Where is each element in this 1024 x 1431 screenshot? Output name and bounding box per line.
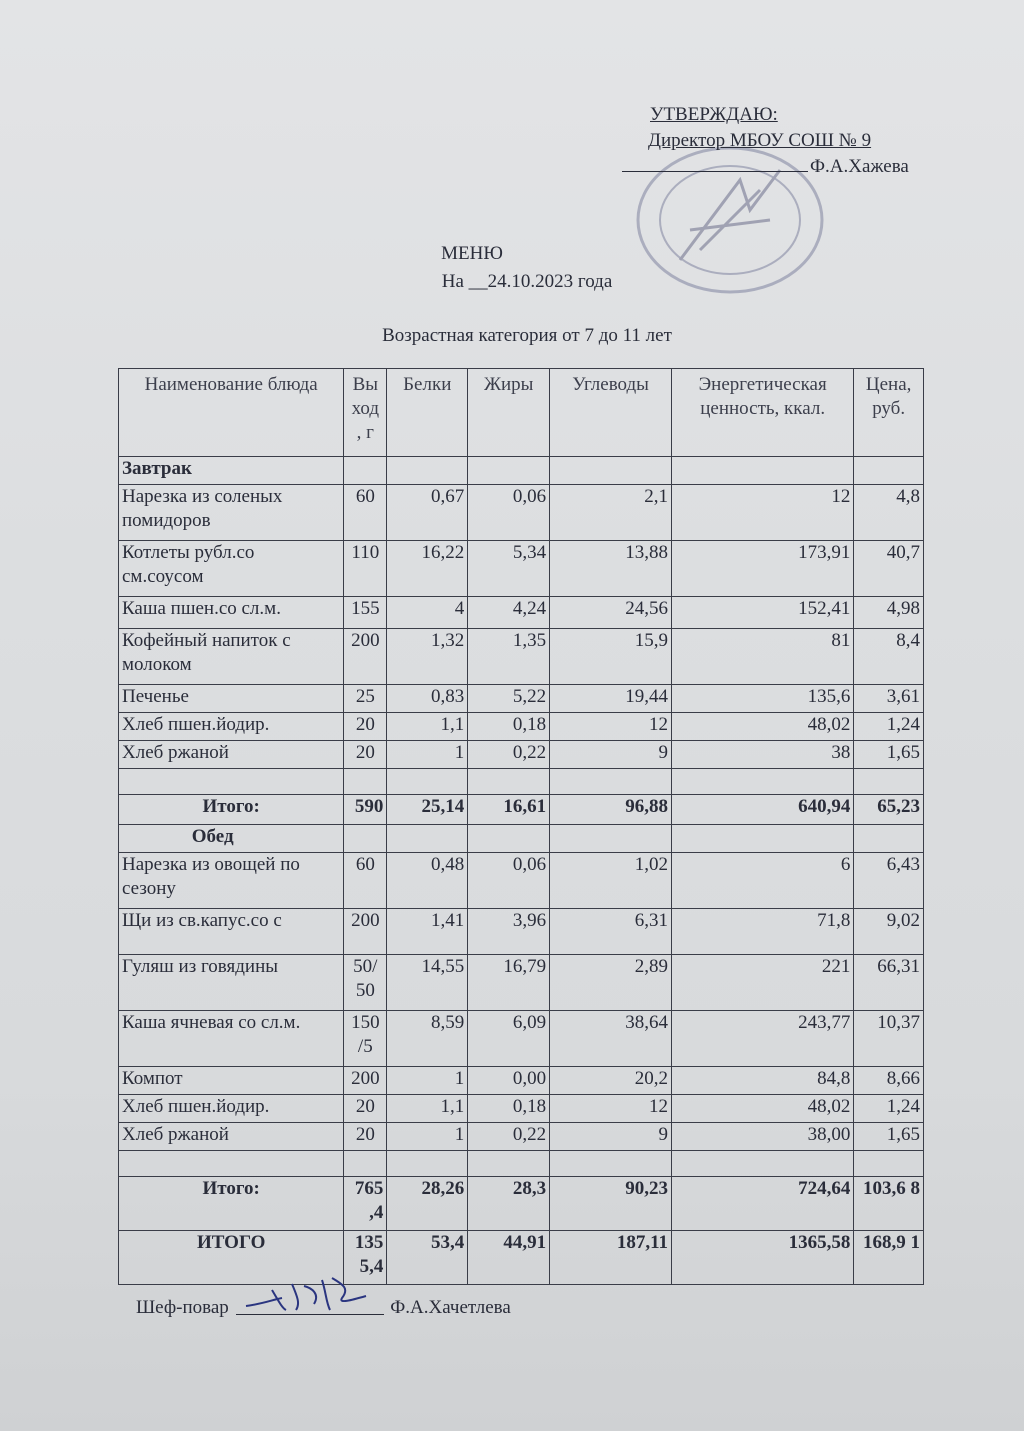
col-header: Белки — [387, 369, 468, 457]
value-cell: 1,65 — [854, 741, 924, 769]
dish-name-cell: Нарезка из овощей по сезону — [119, 853, 344, 909]
value-cell: 724,64 — [672, 1177, 854, 1231]
value-cell: 40,7 — [854, 541, 924, 597]
value-cell: 0,06 — [468, 853, 550, 909]
section-label-breakfast: Завтрак — [119, 457, 344, 485]
table-row — [119, 597, 924, 629]
value-cell: 38,64 — [550, 1011, 672, 1067]
table-row — [119, 713, 924, 741]
value-cell: 1365,58 — [672, 1231, 854, 1285]
value-cell: 1 — [387, 1067, 468, 1095]
value-cell: 0,18 — [468, 713, 550, 741]
table-row — [119, 741, 924, 769]
dish-name-cell: Кофейный напиток с молоком — [119, 629, 344, 685]
value-cell: 1,24 — [854, 1095, 924, 1123]
col-header: Углеводы — [550, 369, 672, 457]
value-cell: 10,37 — [854, 1011, 924, 1067]
value-cell: 25 — [344, 685, 387, 713]
dish-name-cell: Каша пшен.со сл.м. — [119, 597, 344, 629]
dish-name-cell: Хлеб ржаной — [119, 741, 344, 769]
header-row — [119, 369, 924, 457]
value-cell: 1,65 — [854, 1123, 924, 1151]
value-cell: 16,79 — [468, 955, 550, 1011]
col-header: Цена, руб. — [854, 369, 924, 457]
value-cell: 4,8 — [854, 485, 924, 541]
value-cell: 1 — [387, 1123, 468, 1151]
value-cell: 0,83 — [387, 685, 468, 713]
value-cell: 155 — [344, 597, 387, 629]
menu-heading — [0, 240, 1024, 350]
value-cell: 1 — [387, 741, 468, 769]
grand-total-row — [119, 1231, 924, 1285]
table-row — [119, 541, 924, 597]
col-header: Наименование блюда — [119, 369, 344, 457]
table-row — [119, 1011, 924, 1067]
value-cell: 71,8 — [672, 909, 854, 955]
value-cell: 221 — [672, 955, 854, 1011]
value-cell: 38,00 — [672, 1123, 854, 1151]
value-cell: 28,26 — [387, 1177, 468, 1231]
value-cell: 16,61 — [468, 795, 550, 825]
value-cell: 96,88 — [550, 795, 672, 825]
value-cell: 0,22 — [468, 1123, 550, 1151]
value-cell: 28,3 — [468, 1177, 550, 1231]
col-header: Энергетическая ценность, ккал. — [672, 369, 854, 457]
value-cell: 12 — [550, 1095, 672, 1123]
section-row — [119, 825, 924, 853]
value-cell: 6 — [672, 853, 854, 909]
value-cell: 5,22 — [468, 685, 550, 713]
value-cell: 12 — [550, 713, 672, 741]
chef-signature — [136, 1296, 511, 1319]
value-cell: 9,02 — [854, 909, 924, 955]
value-cell: 0,06 — [468, 485, 550, 541]
chef-label: Шеф-повар — [136, 1297, 229, 1318]
value-cell: 152,41 — [672, 597, 854, 629]
value-cell: 20 — [344, 741, 387, 769]
value-cell: 13,88 — [550, 541, 672, 597]
value-cell: 187,11 — [550, 1231, 672, 1285]
table-row — [119, 1095, 924, 1123]
director-name: Ф.А.Хажева — [810, 156, 909, 177]
dish-name-cell: Гуляш из говядины — [119, 955, 344, 1011]
value-cell: 1,24 — [854, 713, 924, 741]
dish-name-cell: ИТОГО — [119, 1231, 344, 1285]
table-row — [119, 1067, 924, 1095]
value-cell: 20,2 — [550, 1067, 672, 1095]
value-cell: 0,22 — [468, 741, 550, 769]
approval-title: УТВЕРЖДАЮ: — [650, 104, 778, 125]
value-cell: 20 — [344, 1123, 387, 1151]
dish-name-cell: Котлеты рубл.со см.соусом — [119, 541, 344, 597]
handwritten-signature-icon — [242, 1270, 382, 1318]
dish-name-cell: Печенье — [119, 685, 344, 713]
col-header: Вы ход , г — [344, 369, 387, 457]
value-cell: 110 — [344, 541, 387, 597]
value-cell: 135,6 — [672, 685, 854, 713]
value-cell: 0,18 — [468, 1095, 550, 1123]
table-row — [119, 955, 924, 1011]
value-cell: 200 — [344, 629, 387, 685]
dish-name-cell: Нарезка из соленых помидоров — [119, 485, 344, 541]
table-row — [119, 629, 924, 685]
value-cell: 60 — [344, 853, 387, 909]
signature-line — [236, 1296, 384, 1315]
value-cell: 2,89 — [550, 955, 672, 1011]
value-cell: 53,4 — [387, 1231, 468, 1285]
value-cell: 50/ 50 — [344, 955, 387, 1011]
value-cell: 38 — [672, 741, 854, 769]
value-cell: 60 — [344, 485, 387, 541]
table-row — [119, 685, 924, 713]
value-cell: 48,02 — [672, 1095, 854, 1123]
value-cell: 5,34 — [468, 541, 550, 597]
table-row — [119, 1123, 924, 1151]
value-cell: 14,55 — [387, 955, 468, 1011]
dish-name-cell: Компот — [119, 1067, 344, 1095]
value-cell: 200 — [344, 909, 387, 955]
value-cell: 765 ,4 — [344, 1177, 387, 1231]
total-row — [119, 1177, 924, 1231]
menu-table — [118, 368, 924, 1285]
age-category: Возрастная категория от 7 до 11 лет — [382, 325, 672, 346]
value-cell: 90,23 — [550, 1177, 672, 1231]
value-cell: 65,23 — [854, 795, 924, 825]
value-cell: 640,94 — [672, 795, 854, 825]
value-cell: 6,43 — [854, 853, 924, 909]
value-cell: 1,1 — [387, 713, 468, 741]
value-cell: 150 /5 — [344, 1011, 387, 1067]
value-cell: 6,09 — [468, 1011, 550, 1067]
value-cell: 0,48 — [387, 853, 468, 909]
value-cell: 8,4 — [854, 629, 924, 685]
value-cell: 16,22 — [387, 541, 468, 597]
value-cell: 168,9 1 — [854, 1231, 924, 1285]
value-cell: 8,66 — [854, 1067, 924, 1095]
menu-date: На __24.10.2023 года — [441, 271, 613, 292]
dish-name-cell: Хлеб пшен.йодир. — [119, 713, 344, 741]
value-cell: 4 — [387, 597, 468, 629]
value-cell: 0,67 — [387, 485, 468, 541]
value-cell: 2,1 — [550, 485, 672, 541]
chef-name: Ф.А.Хачетлева — [390, 1297, 511, 1318]
value-cell: 4,98 — [854, 597, 924, 629]
value-cell: 15,9 — [550, 629, 672, 685]
value-cell: 66,31 — [854, 955, 924, 1011]
value-cell: 1,41 — [387, 909, 468, 955]
dish-name-cell: Итого: — [119, 795, 344, 825]
empty-row — [119, 1151, 924, 1177]
col-header: Жиры — [468, 369, 550, 457]
value-cell: 1,35 — [468, 629, 550, 685]
value-cell: 200 — [344, 1067, 387, 1095]
value-cell: 243,77 — [672, 1011, 854, 1067]
value-cell: 173,91 — [672, 541, 854, 597]
dish-name-cell: Хлеб пшен.йодир. — [119, 1095, 344, 1123]
value-cell: 48,02 — [672, 713, 854, 741]
value-cell: 1,02 — [550, 853, 672, 909]
value-cell: 3,61 — [854, 685, 924, 713]
value-cell: 84,8 — [672, 1067, 854, 1095]
value-cell: 24,56 — [550, 597, 672, 629]
value-cell: 20 — [344, 1095, 387, 1123]
total-row — [119, 795, 924, 825]
dish-name-cell: Каша ячневая со сл.м. — [119, 1011, 344, 1067]
section-row — [119, 457, 924, 485]
value-cell: 590 — [344, 795, 387, 825]
value-cell: 103,6 8 — [854, 1177, 924, 1231]
value-cell: 0,00 — [468, 1067, 550, 1095]
value-cell: 3,96 — [468, 909, 550, 955]
table-row — [119, 853, 924, 909]
empty-row — [119, 769, 924, 795]
value-cell: 25,14 — [387, 795, 468, 825]
value-cell: 44,91 — [468, 1231, 550, 1285]
dish-name-cell: Хлеб ржаной — [119, 1123, 344, 1151]
approval-position: Директор МБОУ СОШ № 9 — [648, 130, 872, 151]
value-cell: 1,32 — [387, 629, 468, 685]
value-cell: 9 — [550, 741, 672, 769]
value-cell: 1,1 — [387, 1095, 468, 1123]
value-cell: 9 — [550, 1123, 672, 1151]
dish-name-cell: Щи из св.капус.со с — [119, 909, 344, 955]
section-label-lunch: Обед — [119, 825, 344, 853]
value-cell: 4,24 — [468, 597, 550, 629]
value-cell: 20 — [344, 713, 387, 741]
value-cell: 6,31 — [550, 909, 672, 955]
table-row — [119, 909, 924, 955]
value-cell: 19,44 — [550, 685, 672, 713]
value-cell: 8,59 — [387, 1011, 468, 1067]
approval-block — [622, 102, 952, 180]
value-cell: 135 5,4 — [344, 1231, 387, 1285]
value-cell: 81 — [672, 629, 854, 685]
menu-title: МЕНЮ — [441, 243, 503, 264]
table-row — [119, 485, 924, 541]
dish-name-cell: Итого: — [119, 1177, 344, 1231]
signature-line — [622, 171, 808, 172]
value-cell: 12 — [672, 485, 854, 541]
